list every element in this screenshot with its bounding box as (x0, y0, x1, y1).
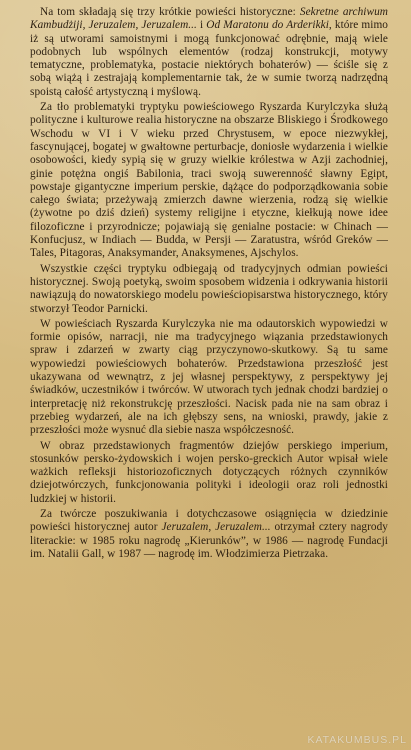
text-run: i (196, 19, 207, 32)
paragraph (30, 263, 388, 316)
text-run: Za twórcze poszukiwania i dotychczasowe osiągnięcia w dziedzinie powieści historycznej autor (30, 507, 388, 534)
text-run: Wszystkie części tryptyku odbiegają od tradycyjnych odmian powieści historycznej. Swoją poetyką, swoim sposobem widzenia i odkrywania historii nawiązują do nowatorskiego modelu powieściopisarstwa historycznego, który stworzył Teodor Parnicki. (30, 262, 388, 315)
watermark: KATAKUMBUS.PL (307, 734, 407, 746)
text-run: W powieściach Ryszarda Kurylczyka nie ma odautorskich wypowiedzi w formie opisów, narracji, nie ma tradycyjnego wiązania przedstawionych spraw i zdarzeń w zwarty ciąg przyczynowo-skutkowy. Są tu same wypowiedzi powieściowych bohaterów. Przedstawiona przeszłość jest ukazywana od wewnątrz, z jej własnej perspektywy, z perspektywy jej świadków, uczestników i twórców. W utworach tych jednak chodzi bardziej o interpretację niż rekonstrukcję przeszłości. Nacisk pada nie na sam obraz i przebieg wydarzeń, ale na ich głębszy sens, na wnioski, prawdy, jakie z przeszłości może wysnuć dla siebie nasza współczesność. (30, 317, 388, 437)
paragraph (30, 508, 388, 561)
paragraph (30, 318, 388, 438)
text-run: Na tom składają się trzy krótkie powieści historyczne: (40, 6, 300, 18)
italic-title: Od Maratonu do Arderikki (206, 19, 329, 32)
text-run: W obraz przedstawionych fragmentów dziejów perskiego imperium, stosunków persko-żydowskich i wojen persko-greckich Autor wpisał wiele ważkich refleksji historiozoficznych dotyczących różnych czynników dziejotwórczych, funkcjonowania polityki i ideologii oraz roli jednostki ludzkiej w historii. (30, 439, 388, 505)
paragraph (30, 101, 388, 261)
paragraph (30, 440, 388, 506)
text-run: otrzymał cztery nagrody literackie: w 1985 roku nagrodę „Kierunków”, w 1986 — nagrodę Fundacji im. Natalii Gall, w 1987 — nagrodę im. Włodzimierza Pietrzaka. (30, 521, 388, 560)
body-text (30, 6, 388, 561)
paragraph (30, 6, 388, 99)
italic-title: Sekretne archiwum Kambudżiji, Jeruzalem, Jeruzalem... (30, 6, 388, 32)
text-run: , które mimo iż są utworami samoistnymi i mogą funkcjonować odrębnie, mają wiele podobnych lub wspólnych elementów (rodzaj konstrukcji, motywy tematyczne, problematyka, postacie niektórych bohaterów) — ściśle się z sobą wiążą i zestrajają komplementarnie tak, że w sumie tworzą nadrzędną spoistą całość artystyczną i myślową. (30, 19, 388, 98)
italic-title: Jeruzalem, Jeruzalem... (161, 521, 271, 534)
text-run: Za tło problematyki tryptyku powieściowego Ryszarda Kurylczyka służą polityczne i kulturowe realia historyczne na obszarze Bliskiego i Środkowego Wschodu w VI i V wieku przed Chrystusem, w epoce niezwykłej, fascynującej, bogatej w gwałtowne perturbacje, doniosłe wydarzenia i wielkie osobowości, kiedy sypią się w gruzy wielkie królestwa w Azji zachodniej, ginie potężna ongiś Babilonia, traci swoją suwerenność sławny Egipt, powstaje gigantyczne imperium perskie, dążące do podporządkowania sobie całego świata; przeżywają zmierzch dawne wierzenia, rodzą się wielkie (żywotne po dziś dzień) systemy religijne i etyczne, kiełkują nowe idee filozoficzne i przyrodnicze; pojawiają się genialne postacie: w Chinach — Konfucjusz, w Indiach — Budda, w Persji — Zaratustra, wśród Greków — Tales, Pitagoras, Anaksymander, Anaksymenes, Ajschylos. (30, 101, 388, 260)
